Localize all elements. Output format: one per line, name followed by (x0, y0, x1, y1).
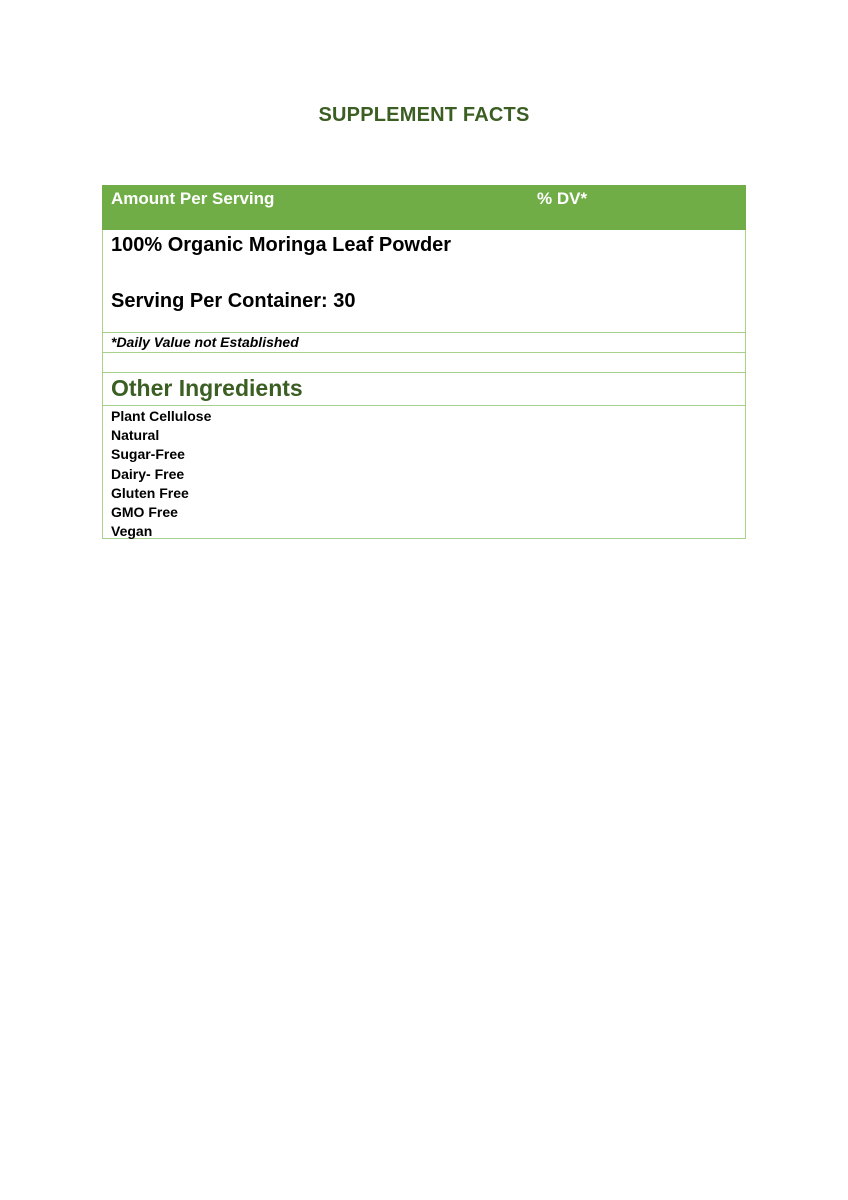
list-item: Dairy- Free (111, 465, 185, 482)
list-item: Natural (111, 427, 160, 444)
product-name: 100% Organic Moringa Leaf Powder (111, 234, 452, 256)
amount-per-serving-header: Amount Per Serving (111, 189, 275, 208)
empty-row (102, 353, 746, 373)
other-ingredients-heading-row (102, 373, 746, 406)
servings-per-container: Serving Per Container: 30 (111, 290, 356, 312)
list-item: Gluten Free (111, 484, 189, 501)
product-block (102, 230, 746, 332)
list-item: Vegan (111, 523, 153, 540)
supplement-facts-table (102, 185, 746, 539)
list-item: Sugar-Free (111, 446, 185, 463)
daily-value-note-row (102, 332, 746, 353)
list-item: Plant Cellulose (111, 408, 212, 424)
page-title: SUPPLEMENT FACTS (318, 104, 530, 126)
list-item: GMO Free (111, 503, 178, 520)
table-header-row (102, 185, 746, 230)
daily-value-header: % DV* (537, 189, 588, 208)
ingredients-list (102, 406, 746, 539)
other-ingredients-heading: Other Ingredients (111, 375, 303, 401)
daily-value-note: *Daily Value not Established (111, 334, 299, 350)
